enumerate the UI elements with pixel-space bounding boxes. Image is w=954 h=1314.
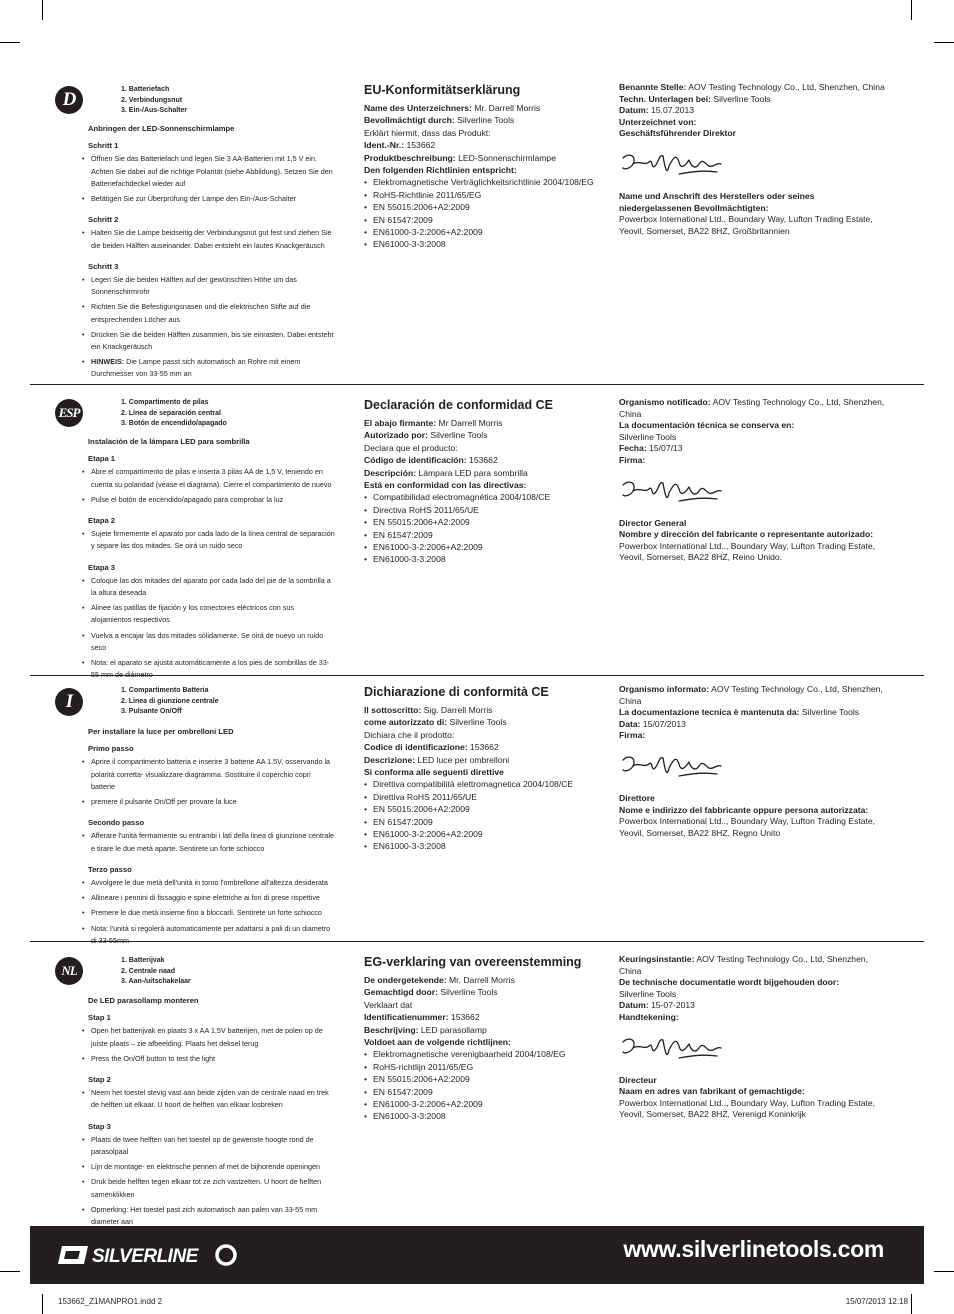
step-item: • Coloque las dos mitades del aparato por cada lado del pie de la sombrilla a la altura deseada xyxy=(88,575,336,599)
directive-item: • EN 55015:2006+A2:2009 xyxy=(364,1073,604,1085)
signatory-line: Techn. Unterlagen bei: Silverline Tools xyxy=(619,93,771,104)
file-slug: 153662_Z1MANPRO1.indd 2 xyxy=(58,1297,163,1306)
step-title: Stap 3 xyxy=(88,1121,111,1131)
signatory-line: Name und Anschrift des Herstellers oder seines niedergelassenen Bevollmächtigten: xyxy=(619,190,815,213)
signatory-line: De technische documentatie wordt bijgehouden door: xyxy=(619,977,840,988)
section-divider xyxy=(30,675,924,676)
signatory-line: Powerbox International Ltd.., Boundary Way, Lufton Trading Estate, Yeovil, Somerset, BA22 8HZ, Reino Unido. xyxy=(619,540,876,563)
step-item: • Lijn de montage- en elektrische pennen af met de bijhorende openingen xyxy=(88,1161,336,1173)
signature-image xyxy=(619,148,729,182)
conformity-line: Dichiara che il prodotto: xyxy=(364,729,455,740)
directive-item: • EN61000-3-3:2008 xyxy=(364,840,604,852)
step-item: • Plaats de twee helften van het toestel op de gewenste hoogte rond de parasolpaal xyxy=(88,1134,336,1158)
directive-item: • EN 61547:2009 xyxy=(364,1086,604,1098)
step-item: • Premere le due metà insieme fino a bloccarli. Sentirete un forte schiocco xyxy=(88,907,336,919)
crop-mark xyxy=(934,42,954,43)
signature-image xyxy=(619,1032,729,1066)
conformity-line: De ondergetekende: Mr. Darrell Morris xyxy=(364,975,515,985)
language-badge-de: D xyxy=(55,86,83,114)
signatory-column xyxy=(619,684,887,839)
date-slug: 15/07/2013 12:18 xyxy=(845,1297,908,1306)
step-item: • Öffnen Sie das Batteriefach und legen Sie 3 AA-Batterien mit 1,5 V ein. Achten Sie dabei auf die richtige Polarität (siehe Abbildung). Setzen Sie den Batteriefachdeckel wieder auf xyxy=(88,153,336,190)
section-divider xyxy=(30,941,924,942)
step-title: Stap 1 xyxy=(88,1013,111,1023)
directive-item: • EN 55015:2006+A2:2009 xyxy=(364,516,604,528)
step-item: • Sujete firmemente el aparato por cada lado de la línea central de separación y separe las dos mitades. Se oirá un ruido seco xyxy=(88,528,336,552)
conformity-line: Voldoet aan de volgende richtlijnen: xyxy=(364,1037,511,1048)
website-url[interactable]: www.silverlinetools.com xyxy=(623,1236,884,1262)
conformity-title: Dichiarazione di conformità CE xyxy=(364,685,549,699)
crop-mark xyxy=(42,1294,43,1314)
language-badge-it: I xyxy=(55,688,83,716)
conformity-line: Identificatienummer: 153662 xyxy=(364,1012,480,1023)
step-title: Schritt 2 xyxy=(88,215,119,225)
signatory-line: Powerbox International Ltd.., Boundary Way, Lufton Trading Estate, Yeovil, Somerset, BA22 8HZ, Regno Unito xyxy=(619,816,876,838)
step-item: • Allineare i pennini di fissaggio e spine elettriche ai fori di prese rispettive xyxy=(88,892,336,904)
signatory-line: Data: 15/07/2013 xyxy=(619,718,686,729)
crop-mark xyxy=(911,0,912,20)
step-title: Etapa 2 xyxy=(88,516,116,526)
directive-item: • EN 61547:2009 xyxy=(364,214,604,226)
part-item: 2. Línea de separación central xyxy=(121,409,221,417)
conformity-line: Erklärt hiermit, dass das Produkt: xyxy=(364,127,491,138)
directive-item: • EN 55015:2006+A2:2009 xyxy=(364,803,604,815)
step-item: • Avvolgere le due metà dell'unità in torno l'ombrellone all'altezza desiderata xyxy=(88,877,336,889)
conformity-title: Declaración de conformidad CE xyxy=(364,398,553,412)
note-item xyxy=(88,356,336,380)
step-title: Schritt 3 xyxy=(88,261,119,271)
conformity-line: Descripción: Lámpara LED para sombrilla xyxy=(364,467,528,478)
step-item: • Alinee las patillas de fijación y los conectores eléctricos con sus alojamientos respectivos xyxy=(88,602,336,626)
step-title: Primo passo xyxy=(88,744,134,754)
step-item: • Vuelva a encajar las dos mitades sólidamente. Se oirá de nuevo un ruido seco xyxy=(88,630,336,654)
directive-list xyxy=(364,778,604,852)
step-title: Stap 2 xyxy=(88,1075,111,1085)
conformity-line: Si conforma alle seguenti direttive xyxy=(364,767,504,778)
parts-list xyxy=(121,398,227,430)
conformity-line: Verklaart dat xyxy=(364,999,413,1010)
signatory-line: Directeur xyxy=(619,1074,657,1085)
directive-item: • Direttiva RoHS 2011/65/UE xyxy=(364,791,604,803)
crop-mark xyxy=(934,1271,954,1272)
conformity-line: Está en conformidad con las directivas: xyxy=(364,480,527,491)
parts-list xyxy=(121,85,187,117)
step-item: • premere il pulsante On/Off per provare la luce xyxy=(88,796,336,808)
signatory-line: La documentación técnica se conserva en: xyxy=(619,420,795,431)
signatory-line: Nombre y dirección del fabricante o representante autorizado: xyxy=(619,529,874,540)
instructions-heading: Anbringen der LED-Sonnenschirmlampe xyxy=(88,124,235,133)
note-text: Die Lampe passt sich automatisch an Rohre mit einem Durchmesser von 33-55 mm an xyxy=(91,357,301,379)
conformity-line: Gemachtigd door: Silverline Tools xyxy=(364,987,498,998)
step-title: Etapa 1 xyxy=(88,454,116,464)
directive-list xyxy=(364,176,604,250)
directive-item: • Elektromagnetische Verträglichkeitsrichtlinie 2004/108/EG xyxy=(364,176,604,188)
conformity-column xyxy=(364,82,604,251)
step-item: • Afferare l'unità fermamente su entrambi i lati della linea di giunzione centrale e tirare le due metà aparte. Sentirete un forte schiocco xyxy=(88,830,336,854)
part-item: 3. Ein-/Aus-Schalter xyxy=(121,107,188,114)
conformity-line: El abajo firmante: Mr Darrell Morris xyxy=(364,418,503,428)
directive-item: • RoHS-richtlijn 2011/65/EG xyxy=(364,1061,604,1073)
signatory-line: Firma: xyxy=(619,730,646,741)
conformity-line: Código de identificación: 153662 xyxy=(364,455,498,466)
signatory-column xyxy=(619,82,887,237)
signatory-line: Fecha: 15/07/13 xyxy=(619,443,683,454)
conformity-line: Il sottoscritto: Sig. Darrell Morris xyxy=(364,705,493,715)
directive-item: • EN 61547:2009 xyxy=(364,529,604,541)
signatory-line: Naam en adres van fabrikant of gemachtigde: xyxy=(619,1086,805,1097)
signatory-line: Unterzeichnet von: xyxy=(619,116,697,127)
step-title: Schritt 1 xyxy=(88,141,119,151)
step-item: • Betätigen Sie zur Überprüfung der Lampe den Ein-/Aus-Schalter xyxy=(88,193,336,205)
signatory-line: Silverline Tools xyxy=(619,431,677,442)
instructions-heading: Instalación de la lámpara LED para sombrilla xyxy=(88,437,250,446)
conformity-line: Bevollmächtigt durch: Silverline Tools xyxy=(364,115,515,126)
directive-item: • EN 55015:2006+A2:2009 xyxy=(364,201,604,213)
directive-item: • EN61000-3-2:2006+A2:2009 xyxy=(364,226,604,238)
crop-mark xyxy=(0,1271,20,1272)
signatory-line: Silverline Tools xyxy=(619,988,677,999)
directive-item: • EN61000-3-2:2006+A2:2009 xyxy=(364,541,604,553)
part-item: 3. Aan-/uitschakelaar xyxy=(121,978,191,985)
parts-list xyxy=(121,686,219,718)
crop-mark xyxy=(911,1294,912,1314)
step-item: • Nota: el aparato se ajusta automáticamente a los pies de sombrillas de 33- xyxy=(88,657,336,681)
step-item: • Druk beide helften tegen elkaar tot ze zich vastzetten. U hoort de helften samenklikken xyxy=(88,1176,336,1200)
logo-text: SILVERLINE xyxy=(92,1246,198,1267)
directive-item: • Elektromagnetische verenigbaarheid 2004/108/EG xyxy=(364,1048,604,1060)
signatory-line: Keuringsinstantie: AOV Testing Technology Co., Ltd, Shenzhen, China xyxy=(619,954,869,976)
step-item: • Opmerking: Het toestel past zich automatisch aan palen van 33-55 mm diameter aan xyxy=(88,1204,336,1228)
directive-list xyxy=(364,491,604,565)
language-badge-nl: NL xyxy=(55,957,83,985)
step-item: • Nota: l'unità si regolerà automaticamente per adattarsi a pali di un diametro xyxy=(88,923,336,947)
instructions-column xyxy=(88,123,336,390)
part-item: 1. Batteriefach xyxy=(121,86,170,93)
step-item: • Abre el compartimento de pilas e inserta 3 pilas AA de 1,5 V, teniendo en cuenta su polaridad (véase el diagrama). Cierre el compartimento de nuevo xyxy=(88,466,336,490)
conformity-line: come autorizzato di: Silverline Tools xyxy=(364,717,507,728)
directive-item: • EN61000-3-2:2006+A2:2009 xyxy=(364,1098,604,1110)
instructions-column xyxy=(88,436,336,690)
step-title: Terzo passo xyxy=(88,864,132,874)
directive-list xyxy=(364,1048,604,1122)
conformity-title: EG-verklaring van overeenstemming xyxy=(364,955,582,969)
instructions-heading: Per installare la luce per ombrelloni LED xyxy=(88,727,234,736)
instructions-column xyxy=(88,995,336,1237)
part-item: 3. Pulsante On/Off xyxy=(121,708,182,715)
conformity-column xyxy=(364,397,604,566)
instructions-heading: De LED parasollamp monteren xyxy=(88,996,199,1005)
instructions-column xyxy=(88,726,336,956)
directive-item: • Direttiva compatibilità elettromagnetica 2004/108/CE xyxy=(364,778,604,790)
signatory-line: Director General xyxy=(619,517,687,528)
signatory-line: Datum: 15-07-2013 xyxy=(619,1000,695,1011)
conformity-line: Codice di identificazione: 153662 xyxy=(364,742,499,753)
step-item: • Press the On/Off button to test the light xyxy=(88,1053,336,1065)
conformity-line: Ident.-Nr.: 153662 xyxy=(364,140,436,151)
signature-image xyxy=(619,475,729,509)
conformity-line: Descrizione: LED luce per ombrelloni xyxy=(364,754,510,765)
step-item: • Drücken Sie die beiden Hälften zusammen, bis sie einrasten. Dabei entsteht ein Knackgeräusch xyxy=(88,329,336,353)
conformity-line: Declara que el producto: xyxy=(364,442,458,453)
conformity-line: Produktbeschreibung: LED-Sonnenschirmlampe xyxy=(364,152,556,163)
signatory-line: Powerbox International Ltd., Boundary Way, Lufton Trading Estate, Yeovil, Somerset, BA22 8HZ, Großbritannien xyxy=(619,214,873,236)
signatory-line: Organismo notificado: AOV Testing Technology Co., Ltd, Shenzhen, China xyxy=(619,397,885,419)
note-label: HINWEIS: xyxy=(91,357,125,367)
directive-item: • EN61000-3-2:2006+A2:2009 xyxy=(364,828,604,840)
step-item: • Legen Sie die beiden Hälften auf der gewünschten Höhe um das Sonnenschirmrohr xyxy=(88,274,336,298)
part-item: 2. Centrale naad xyxy=(121,967,176,975)
part-item: 1. Compartimento de pilas xyxy=(121,399,209,406)
signatory-column xyxy=(619,954,887,1121)
signatory-line: Organismo informato: AOV Testing Technology Co., Ltd, Shenzhen, China xyxy=(619,684,883,706)
footer-bar xyxy=(30,1226,924,1284)
signatory-line: Firma: xyxy=(619,454,646,465)
silverline-logo xyxy=(58,1240,238,1270)
signatory-line: Direttore xyxy=(619,792,655,803)
conformity-line: Beschrijving: LED parasollamp xyxy=(364,1024,487,1035)
directive-item: • EN61000-3-3:2008 xyxy=(364,553,604,565)
directive-item: • EN61000-3-3:2008 xyxy=(364,238,604,250)
signatory-line: Powerbox International Ltd.., Boundary Way, Lufton Trading Estate, Yeovil, Somerset, BA22 8HZ, Verenigd Koninkrijk xyxy=(619,1097,876,1120)
step-item: • Halten Sie die Lampe beidseitig der Verbindungsnut gut fest und ziehen Sie die beiden Hälften auseinander. Dabei entsteht ein lautes Knackgeräusch xyxy=(88,227,336,251)
part-item: 2. Verbindungsnut xyxy=(121,96,183,104)
part-item: 2. Linea di giunzione centrale xyxy=(121,697,219,705)
signatory-line: La documentazione tecnica è mantenuta da: Silverline Tools xyxy=(619,707,860,718)
signature-image xyxy=(619,750,729,784)
parts-list xyxy=(121,956,191,988)
section-divider xyxy=(30,384,924,385)
signatory-line: Benannte Stelle: AOV Testing Technology Co., Ltd, Shenzhen, China xyxy=(619,82,885,92)
conformity-title: EU-Konformitätserklärung xyxy=(364,83,521,97)
crop-mark xyxy=(42,0,43,20)
step-item: • Aprire il compartimento batteria e inserire 3 batterie AA 1.5V, osservando la polarità corretta- visualizzare diagramma. Sostituire il coperchio copri batterie xyxy=(88,756,336,793)
directive-item: • EN 61547:2009 xyxy=(364,816,604,828)
directive-item: • Directiva RoHS 2011/65/UE xyxy=(364,504,604,516)
signatory-line: Datum: 15.07.2013 xyxy=(619,105,695,116)
step-item: • Richten Sie die Befestigungsnasen und die elektrischen Stifte auf die entsprechenden Löcher aus xyxy=(88,301,336,325)
signatory-line: Nome e indirizzo del fabbricante oppure persona autorizzata: xyxy=(619,804,869,815)
part-item: 3. Botón de encendido/apagado xyxy=(121,420,227,427)
step-title: Secondo passo xyxy=(88,818,145,828)
step-item: • Open het batterijvak en plaats 3 x AA 1,5V batterijen, met de polen op de juiste plaats – zie afbeelding. Plaats het deksel terug xyxy=(88,1025,336,1049)
conformity-line: Den folgenden Richtlinien entspricht: xyxy=(364,165,517,176)
directive-item: • Compatibilidad electromagnética 2004/108/CE xyxy=(364,491,604,503)
signatory-line: Handtekening: xyxy=(619,1011,679,1022)
conformity-column xyxy=(364,684,604,853)
conformity-line: Autorizado por: Silverline Tools xyxy=(364,430,488,441)
part-item: 1. Compartimento Batteria xyxy=(121,687,209,694)
part-item: 1. Batterijvak xyxy=(121,957,165,964)
signatory-line: Geschäftsführender Direktor xyxy=(619,128,737,139)
step-title: Etapa 3 xyxy=(88,562,116,572)
conformity-column xyxy=(364,954,604,1123)
step-item: • Pulse el botón de encendido/apagado para comprobar la luz xyxy=(88,494,336,506)
signatory-column xyxy=(619,397,887,564)
language-badge-es: ESP xyxy=(55,399,83,427)
directive-item: • EN61000-3-3:2008 xyxy=(364,1110,604,1122)
conformity-line: Name des Unterzeichners: Mr. Darrell Morris xyxy=(364,103,541,113)
step-item: • Neem het toestel stevig vast aan beide zijden van de centrale naad en trek de helften uit elkaar. U hoort de helften van elkaar losbreken xyxy=(88,1087,336,1111)
crop-mark xyxy=(0,42,20,43)
directive-item: • RoHS-Richtlinie 2011/65/EG xyxy=(364,189,604,201)
